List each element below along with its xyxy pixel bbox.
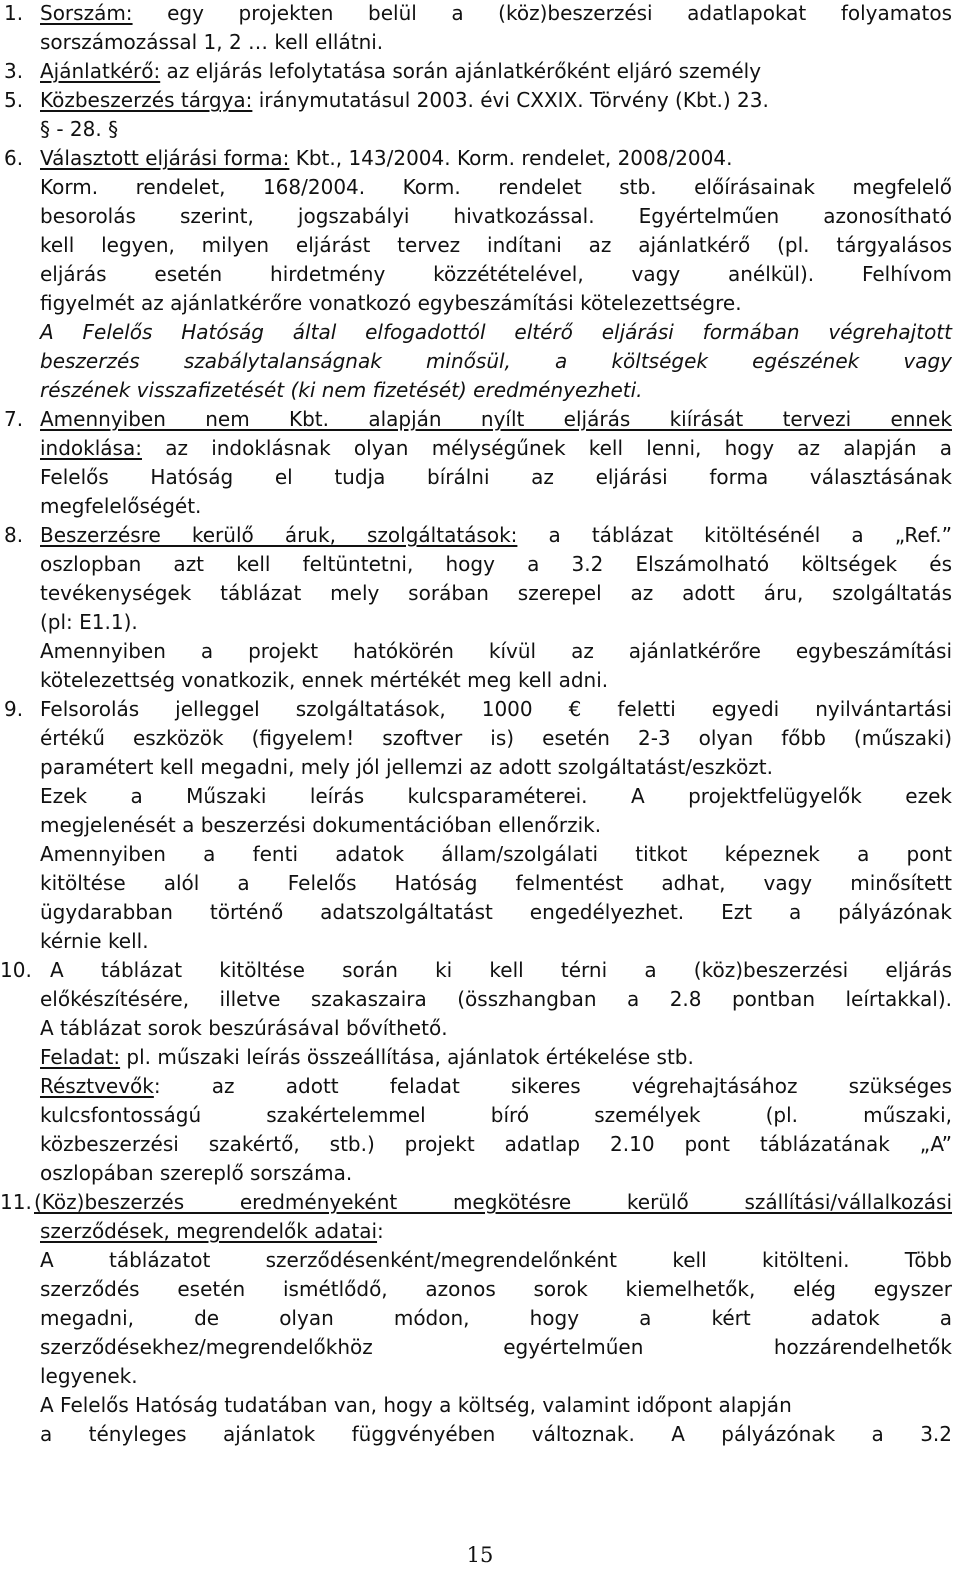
item-6-italic-3: részének visszafizetését (ki nem fizetését) eredményezheti. [40, 378, 643, 402]
page-number: 15 [466, 1543, 494, 1567]
item-7-line-4: megfelelőségét. [40, 494, 202, 518]
item-number: 1. [4, 1, 24, 25]
item-10-line-7: közbeszerzési szakértő, stb.) projekt adatlap 2.10 pont táblázatának „A” [40, 1132, 952, 1156]
item-9-line-7: kitöltése alól a Felelős Hatóság felmentést adhat, vagy minősített [40, 871, 952, 895]
section-sign: § [40, 117, 50, 141]
item-5-line-2: § - 28. § [40, 117, 119, 141]
item-9-line-1: 9. Felsorolás jelleggel szolgáltatások, 1000 € feletti egyedi nyilvántartási [4, 697, 952, 721]
item-7-line-2: indoklása: az indoklásnak olyan mélységűnek kell lenni, hogy az alapján a [40, 436, 952, 460]
item-10-line-3: A táblázat sorok beszúrásával bővíthető. [40, 1016, 448, 1040]
item-9-line-6: Amennyiben a fenti adatok állam/szolgálati titkot képeznek a pont [40, 842, 952, 866]
item-6-line-3: besorolás szerint, jogszabályi hivatkozással. Egyértelműen azonosítható [40, 204, 952, 228]
item-10-line-6: kulcsfontosságú szakértelemmel bíró személyek (pl. műszaki, [40, 1103, 952, 1127]
item-heading: (Köz)beszerzés eredményeként megkötésre kerülő szállítási/vállalkozási [34, 1190, 952, 1214]
item-9-line-3: paramétert kell megadni, mely jól jellemzi az adott szolgáltatást/eszközt. [40, 755, 774, 779]
item-number: 9. [4, 697, 24, 721]
item-7-line-1 [0, 406, 952, 432]
item-6-line-1: 6. Választott eljárási forma: Kbt., 143/2004. Korm. rendelet, 2008/2004. [4, 146, 733, 170]
item-heading: Választott eljárási forma: [40, 146, 290, 170]
item-9-line-9: kérnie kell. [40, 929, 149, 953]
item-number: 11. [0, 1190, 32, 1214]
item-11-line-6: szerződésekhez/megrendelőkhöz egyértelműen hozzárendelhetők [40, 1335, 952, 1359]
item-11-line-1 [0, 1189, 952, 1215]
item-6-italic-1: A Felelős Hatóság által elfogadottól eltérő eljárási formában végrehajtott [40, 320, 952, 344]
item-9-line-4: Ezek a Műszaki leírás kulcsparaméterei. A projektfelügyelők ezek [40, 784, 952, 808]
item-number: 8. [4, 523, 24, 547]
item-heading: Amennyiben nem Kbt. alapján nyílt eljárás kiírását tervezi ennek [40, 407, 952, 431]
item-8-line-6: kötelezettség vonatkozik, ennek mértékét meg kell adni. [40, 668, 609, 692]
item-9-line-5: megjelenését a beszerzési dokumentációban ellenőrzik. [40, 813, 602, 837]
item-11-line-7: legyenek. [40, 1364, 138, 1388]
item-1-line-2: sorszámozással 1, 2 … kell ellátni. [40, 30, 384, 54]
item-number: 10. [0, 958, 32, 982]
item-10-line-5: Résztvevők: az adott feladat sikeres végrehajtásához szükséges [40, 1074, 952, 1098]
item-11-line-8: A Felelős Hatóság tudatában van, hogy a költség, valamint időpont alapján [40, 1393, 792, 1417]
item-heading: szerződések, megrendelők adatai [40, 1219, 378, 1243]
item-9-line-2: értékű eszközök (figyelem! szoftver is) esetén 2-3 olyan főbb (műszaki) [40, 726, 952, 750]
item-6-line-2: Korm. rendelet, 168/2004. Korm. rendelet stb. előírásainak megfelelő [40, 175, 952, 199]
item-6-italic-2: beszerzés szabálytalanságnak minősül, a költségek egészének vagy [40, 349, 952, 373]
item-11-line-3: A táblázatot szerződésenként/megrendelőnként kell kitölteni. Több [40, 1248, 952, 1272]
item-10-line-8: oszlopában szereplő sorszáma. [40, 1161, 353, 1185]
feladat-label: Feladat: [40, 1045, 121, 1069]
item-heading: indoklása: [40, 436, 142, 460]
item-heading: Közbeszerzés tárgya: [40, 88, 253, 112]
item-6-line-6: figyelmét az ajánlatkérőre vonatkozó egybeszámítási kötelezettségre. [40, 291, 742, 315]
item-number: 6. [4, 146, 24, 170]
item-9-line-8: ügydarabban történő adatszolgáltatást engedélyezhet. Ezt a pályázónak [40, 900, 952, 924]
item-8-line-4: (pl: E1.1). [40, 610, 138, 634]
item-10-line-1: 10. A táblázat kitöltése során ki kell térni a (köz)beszerzési eljárás [0, 958, 952, 982]
item-6-line-4: kell legyen, milyen eljárást tervez indítani az ajánlatkérő (pl. tárgyalásos [40, 233, 952, 257]
section-sign: § [108, 117, 119, 141]
item-3-line-1: 3. Ajánlatkérő: az eljárás lefolytatása során ajánlatkérőként eljáró személy [4, 59, 762, 83]
item-number: 5. [4, 88, 24, 112]
item-7-line-3: Felelős Hatóság el tudja bírálni az eljárási forma választásának [40, 465, 952, 489]
item-8-line-3: tevékenységek táblázat mely sorában szerepel az adott áru, szolgáltatás [40, 581, 952, 605]
item-10-line-4: Feladat: pl. műszaki leírás összeállítása, ajánlatok értékelése stb. [40, 1045, 694, 1069]
item-11-line-2: szerződések, megrendelők adatai: [40, 1219, 384, 1243]
item-5-line-1: 5. Közbeszerzés tárgya: iránymutatásul 2003. évi CXXIX. Törvény (Kbt.) 23. [4, 88, 769, 112]
item-8-line-5: Amennyiben a projekt hatókörén kívül az ajánlatkérőre egybeszámítási [40, 639, 952, 663]
item-heading: Ajánlatkérő: [40, 59, 161, 83]
resztvevok-label: Résztvevők [40, 1074, 154, 1098]
item-11-line-9: a tényleges ajánlatok függvényében változnak. A pályázónak a 3.2 [40, 1422, 952, 1446]
item-8-line-2: oszlopban azt kell feltüntetni, hogy a 3.2 Elszámolható költségek és [40, 552, 952, 576]
item-heading: Beszerzésre kerülő áruk, szolgáltatások: [40, 523, 518, 547]
item-10-line-2: előkészítésére, illetve szakaszaira (összhangban a 2.8 pontban leírtakkal). [40, 987, 952, 1011]
item-11-line-4: szerződés esetén ismétlődő, azonos sorok kiemelhetők, elég egyszer [40, 1277, 952, 1301]
item-heading: Sorszám: [40, 1, 133, 25]
item-8-line-1: 8. Beszerzésre kerülő áruk, szolgáltatások: a táblázat kitöltésénél a „Ref.” [4, 523, 953, 547]
item-number: 3. [4, 59, 24, 83]
item-1-line-1: 1. Sorszám: egy projekten belül a (köz)beszerzési adatlapokat folyamatos [4, 1, 952, 25]
item-number: 7. [4, 407, 24, 431]
item-11-line-5: megadni, de olyan módon, hogy a kért adatok a [40, 1306, 952, 1330]
item-6-line-5: eljárás esetén hirdetmény közzétételével, vagy anélkül). Felhívom [40, 262, 952, 286]
